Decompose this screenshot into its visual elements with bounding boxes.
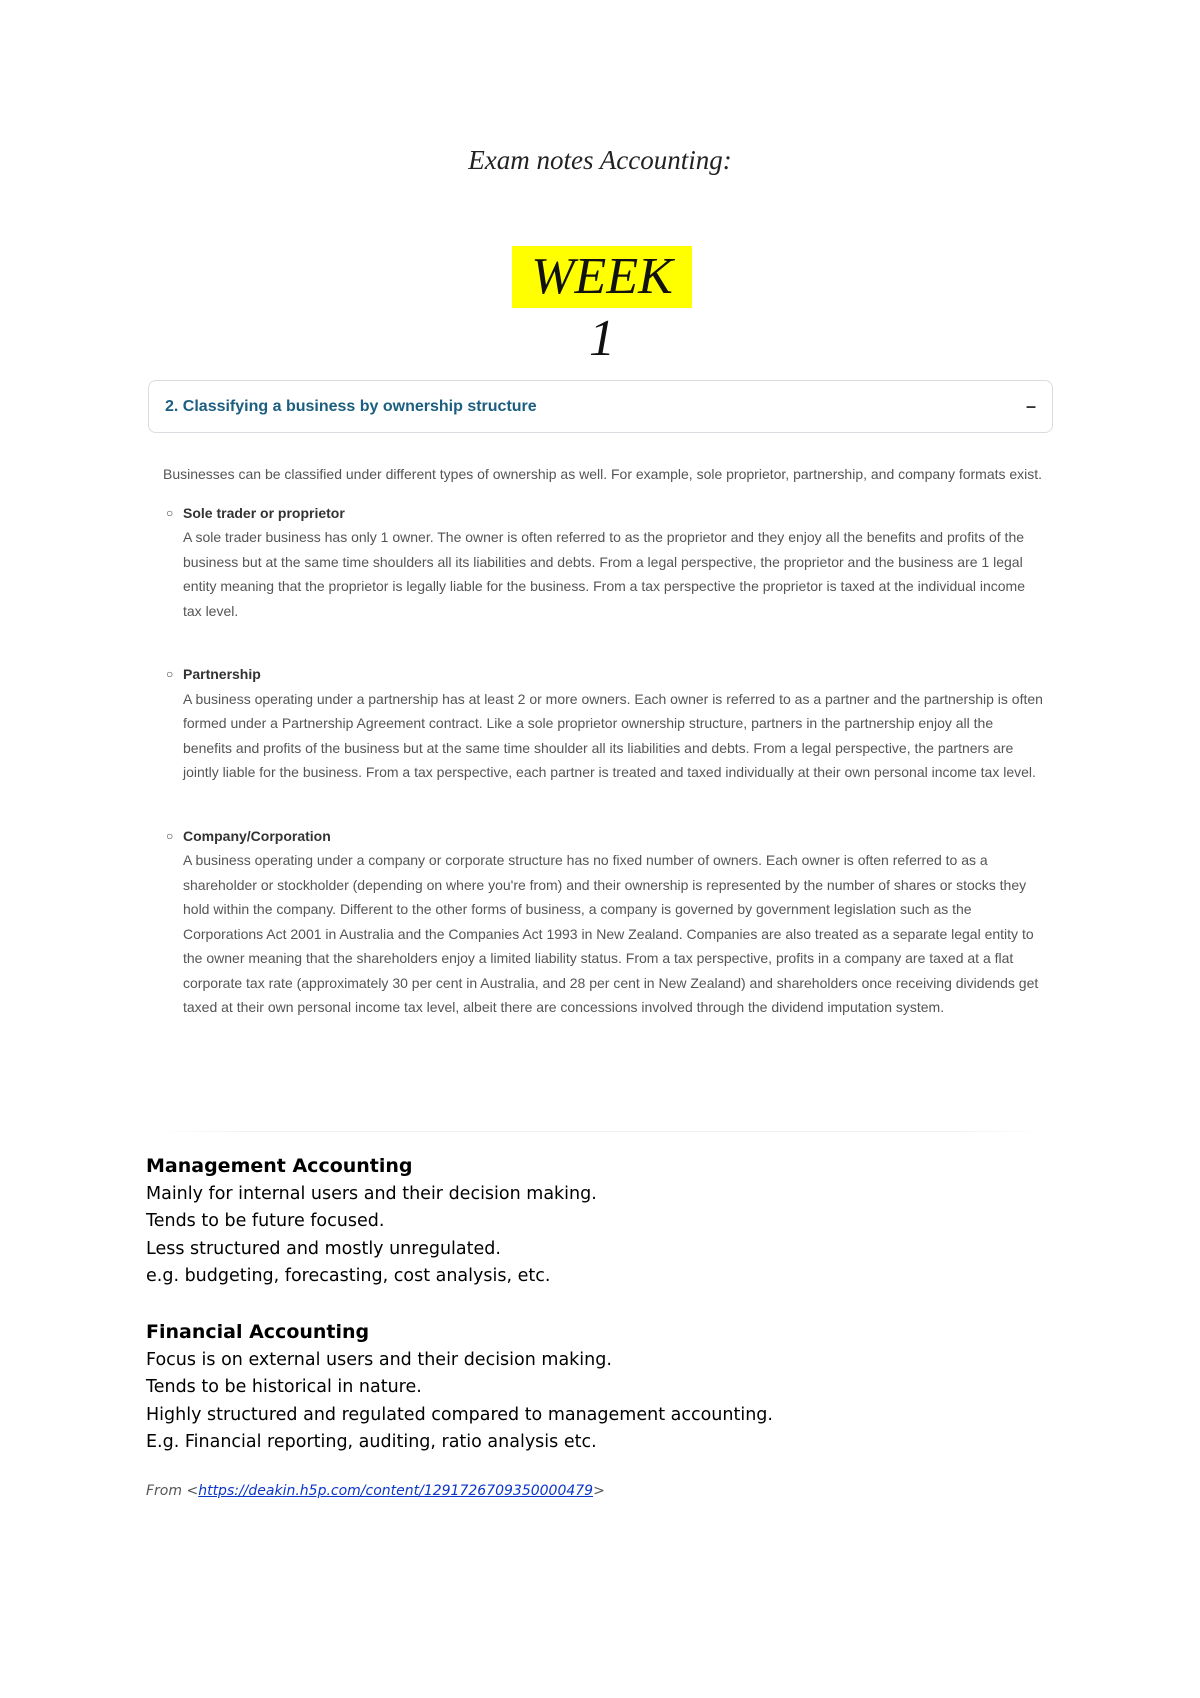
- source-citation: [146, 1483, 605, 1499]
- source-prefix: From <: [146, 1483, 199, 1499]
- accordion-header[interactable]: [148, 380, 1053, 433]
- item-text: A business operating under a partnership has at least 2 or more owners. Each owner is referred to as a partner and the partnership is often formed under a Partnership Agreement contract. Like a sole proprietor ownership structure, partners in the partnership enjoy all the benefits and profits of the business but at the same time shoulder all its liabilities and debts. From a legal perspective, the partners are jointly liable for the business. From a tax perspective, each partner is treated and taxed individually at their own personal income tax level.: [183, 690, 1043, 780]
- ownership-item-sole-trader: [163, 501, 1043, 624]
- item-title: Company/Corporation: [183, 827, 331, 844]
- item-text: A business operating under a company or corporate structure has no fixed number of owners. Each owner is often referred to as a shareholder or stockholder (depending on where you're from) and their ownership is represented by the number of shares or stocks they hold within the company. Different to the other forms of business, a company is governed by government legislation such as the Corporations Act 2001 in Australia and the Companies Act 1993 in New Zealand. Companies are also treated as a separate legal entity to the owner meaning that the shareholders enjoy a limited liability status. From a tax perspective, profits in a company are taxed at a flat corporate tax rate (approximately 30 per cent in Australia, and 28 per cent in New Zealand) and shareholders once receiving dividends get taxed at their own personal income tax level, albeit there are concessions involved through the dividend imputation system.: [183, 852, 1039, 1015]
- bullet-circle-icon: ○: [166, 828, 174, 843]
- note-line: E.g. Financial reporting, auditing, ratio analysis etc.: [146, 1432, 597, 1452]
- source-suffix: >: [593, 1483, 605, 1499]
- financial-accounting-section: [146, 1319, 1046, 1457]
- note-line: Tends to be historical in nature.: [146, 1377, 422, 1397]
- week-heading: WEEK 1: [512, 246, 692, 308]
- source-link[interactable]: https://deakin.h5p.com/content/1291726709350000479: [198, 1483, 594, 1499]
- ownership-item-partnership: [163, 662, 1043, 785]
- accordion-body: [163, 462, 1043, 1020]
- note-line: Tends to be future focused.: [146, 1211, 385, 1231]
- note-line: Focus is on external users and their decision making.: [146, 1349, 612, 1370]
- accordion-intro: Businesses can be classified under different types of ownership as well. For example, sole proprietor, partnership, and company formats exist.: [163, 466, 1043, 482]
- section-heading: Financial Accounting: [146, 1321, 370, 1343]
- section-heading: Management Accounting: [146, 1155, 413, 1177]
- item-title: Partnership: [183, 666, 261, 682]
- bullet-circle-icon: ○: [166, 505, 174, 520]
- bullet-circle-icon: ○: [166, 667, 174, 681]
- accordion-title[interactable]: 2. Classifying a business by ownership structure: [165, 397, 537, 415]
- note-line: Less structured and mostly unregulated.: [146, 1238, 501, 1259]
- management-accounting-section: [146, 1153, 1046, 1291]
- item-text: A sole trader business has only 1 owner. The owner is often referred to as the proprietor and they enjoy all the benefits and profits of the business but at the same time shoulders all its liabilities and debts. From a legal perspective, the proprietor and the business are 1 legal entity meaning that the proprietor is legally liable for the business. From a tax perspective the proprietor is taxed at the individual income tax level.: [183, 529, 1025, 619]
- document-title: Exam notes Accounting:: [468, 145, 732, 175]
- ownership-item-company: [163, 824, 1043, 1020]
- note-line: e.g. budgeting, forecasting, cost analysis, etc.: [146, 1266, 551, 1286]
- divider: [150, 1131, 1050, 1132]
- note-line: Mainly for internal users and their decision making.: [146, 1183, 597, 1204]
- note-line: Highly structured and regulated compared to management accounting.: [146, 1404, 773, 1425]
- item-title: Sole trader or proprietor: [183, 504, 345, 521]
- collapse-icon[interactable]: –: [1025, 396, 1036, 416]
